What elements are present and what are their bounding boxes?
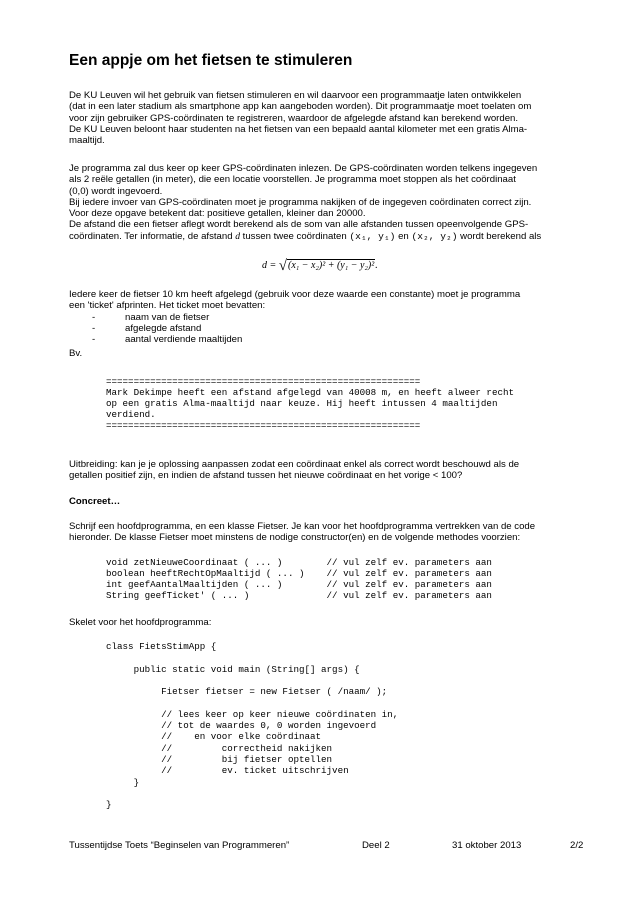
gps-paragraph xyxy=(69,163,589,242)
text-line: De KU Leuven wil het gebruik van fietsen stimuleren en wil daarvoor een programmaatje laten ontwikkelen xyxy=(69,90,522,101)
section-heading-concreet: Concreet… xyxy=(69,496,121,507)
sqrt-sign: √ xyxy=(278,258,287,274)
footer-part: Deel 2 xyxy=(362,840,390,851)
text-line: een 'ticket' afprinten. Het ticket moet bevatten: xyxy=(69,300,266,312)
concreet-paragraph xyxy=(69,521,589,544)
formula-radicand: (x₁ − x₂)² + (y₁ − y₂)² xyxy=(287,260,375,271)
ticket-content-list xyxy=(92,312,242,346)
text-line: Bij iedere invoer van GPS-coördinaten moet je programma nakijken of de ingegeven coördinaten correct zijn. xyxy=(69,196,532,208)
list-item: - naam van de fietser xyxy=(92,312,210,323)
list-item: - aantal verdiende maaltijden xyxy=(92,334,243,346)
text-line: getallen positief zijn, en indien de afstand tussen het nieuwe coördinaat en het vorige < 100? xyxy=(69,470,463,482)
text-line: coördinaten. Ter informatie, de afstand d tussen twee coördinaten (x₁, y₁) en (x₂, y₂) wordt berekend als xyxy=(69,230,542,242)
footer-course: Tussentijdse Toets “Beginselen van Programmeren” xyxy=(69,840,290,851)
text-line: (0,0) wordt ingevoerd. xyxy=(69,185,163,197)
page-title: Een appje om het fietsen te stimuleren xyxy=(69,52,353,69)
code-skeleton: class FietsStimApp { public static void main (String[] args) { Fietser fietser = new Fietser ( /naam/ ); // lees keer op keer nieuwe coördinaten in, // tot de waardes 0, 0 worden ingevoerd // en voor elke coördinaat // correctheid nakijken // bij fietser optellen // ev. ticket uitschrijven } } xyxy=(106,641,399,811)
text-line: De KU Leuven beloont haar studenten na het fietsen van een bepaald aantal kilometer met een gratis Alma- xyxy=(69,123,528,135)
footer-page-number: 2/2 xyxy=(570,840,584,851)
text-line: Je programma zal dus keer op keer GPS-coördinaten inlezen. De GPS-coördinaten worden telkens ingegeven xyxy=(69,163,538,174)
text-line: Schrijf een hoofdprogramma, en een klasse Fietser. Je kan voor het hoofdprogramma vertrekken van de code xyxy=(69,521,536,532)
ticket-example: ========================================================= Mark Dekimpe heeft een afstand afgelegd van 40008 m, en heeft alweer recht op een gratis Alma-maaltijd naar keuze. Hij heeft intussen 4 maaltijden verdiend. ========================================================= xyxy=(106,376,514,431)
symbol-d: d xyxy=(235,230,241,242)
list-item: - afgelegde afstand xyxy=(92,323,202,335)
example-label: Bv. xyxy=(69,348,83,359)
text-line: hieronder. De klasse Fietser moet minstens de nodige constructor(en) en de volgende methodes voorzien: xyxy=(69,532,521,544)
distance-formula: d = √(x₁ − x₂)² + (y₁ − y₂)². xyxy=(262,258,378,274)
coordinate-2: (x₂, y₂) xyxy=(411,230,458,242)
text-line: Voor deze opgave betekent dat: positieve getallen, kleiner dan 20000. xyxy=(69,208,366,220)
coordinate-1: (x₁, y₁) xyxy=(349,230,396,242)
text-line: voor zijn gebruiker GPS-coördinaten te registreren, waardoor de afgelegde afstand kan berekend worden. xyxy=(69,112,519,124)
text-line: als 2 reële getallen (in meter), die een locatie voorstellen. Je programma moet stoppen als het coördinaat xyxy=(69,174,516,186)
intro-paragraph xyxy=(69,90,589,146)
text-line: Iedere keer de fietser 10 km heeft afgelegd (gebruik voor deze waarde een constante) moet je programma xyxy=(69,289,521,300)
text-line: maaltijd. xyxy=(69,135,105,147)
footer-date: 31 oktober 2013 xyxy=(452,840,522,851)
text-line: (dat in een later stadium als smartphone app kan aangeboden worden). Dit programmaatje moet toelaten om xyxy=(69,101,532,113)
text-line: De afstand die een fietser aflegt wordt berekend als de som van alle afstanden tussen opeenvolgende GPS- xyxy=(69,219,529,231)
ticket-paragraph xyxy=(69,289,589,312)
extension-paragraph xyxy=(69,459,589,482)
method-list: void zetNieuweCoordinaat ( ... ) // vul zelf ev. parameters aan boolean heeftRechtOpMaaltijd ( ... ) // vul zelf ev. parameters aan int geefAantalMaaltijden ( ... ) // vul zelf ev. parameters aan String geefTicket' ( ... ) // vul zelf ev. parameters aan xyxy=(106,557,492,601)
skeleton-label: Skelet voor het hoofdprogramma: xyxy=(69,617,212,628)
text-line: Uitbreiding: kan je je oplossing aanpassen zodat een coördinaat enkel als correct wordt beschouwd als de xyxy=(69,459,520,470)
